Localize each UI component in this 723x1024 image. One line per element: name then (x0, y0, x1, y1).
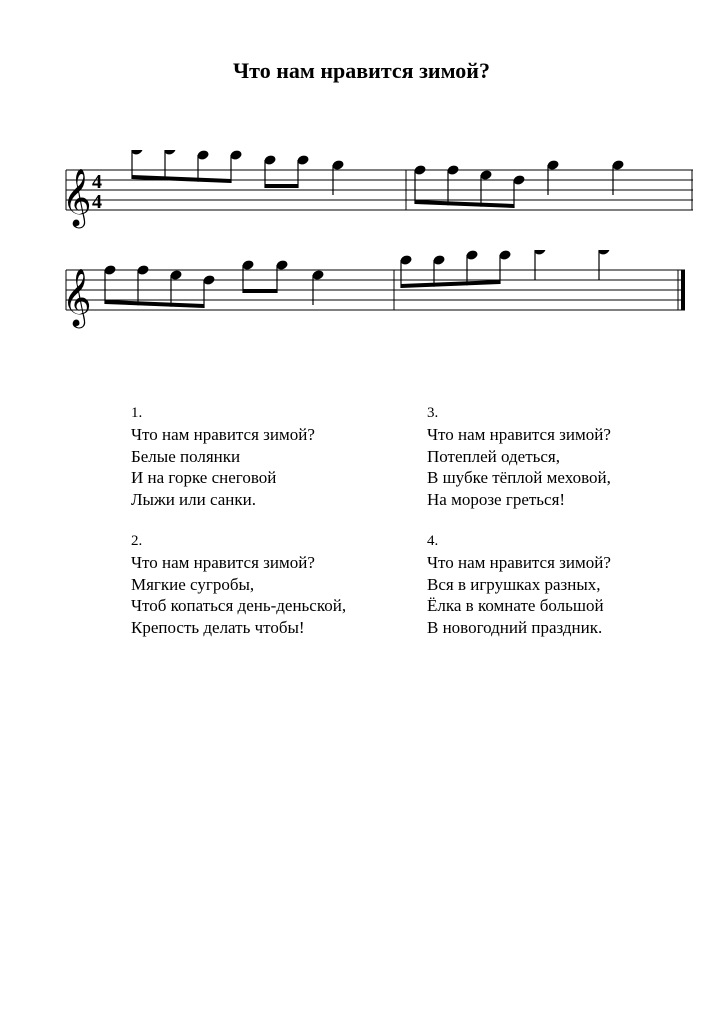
music-staff-1 (0, 150, 723, 230)
staff-lines (66, 170, 693, 210)
verse-line: Что нам нравится зимой? (427, 425, 611, 444)
verse-line: В новогодний праздник. (427, 617, 603, 637)
treble-clef-icon: 𝄞 (62, 168, 92, 226)
verse-number: 1. (131, 405, 143, 421)
verse-line: Белые полянки (131, 446, 241, 466)
music-staff-2 (0, 250, 723, 330)
treble-clef-icon: 𝄞 (62, 268, 92, 326)
note-beam (243, 289, 277, 293)
verse-4 (427, 530, 611, 638)
verse-line: Мягкие сугробы, (131, 574, 255, 594)
time-signature-top: 4 (92, 171, 102, 193)
verse-number: 2. (131, 533, 143, 549)
verse-number: 3. (427, 405, 439, 421)
note-beam (132, 175, 231, 183)
verse-line: И на горке снеговой (131, 468, 277, 487)
verse-line: Вся в игрушках разных, (427, 574, 601, 594)
verse-line: Лыжи или санки. (131, 489, 256, 509)
final-barline-thick (681, 270, 685, 310)
note-beam (265, 184, 298, 188)
verse-line: Чтоб копаться день-деньской, (131, 596, 347, 615)
verse-2 (131, 530, 346, 638)
time-signature-bottom: 4 (92, 191, 102, 213)
verse-line: Крепость делать чтобы! (131, 617, 305, 637)
song-title: Что нам нравится зимой? (233, 58, 490, 83)
verse-line: Потеплей одеться, (427, 446, 561, 466)
verse-3 (427, 402, 611, 510)
staff-1-notes (130, 150, 624, 208)
staff-2-notes (103, 250, 610, 308)
verse-line: Что нам нравится зимой? (131, 553, 315, 572)
verse-1 (131, 402, 315, 510)
verse-number: 4. (427, 533, 439, 549)
verse-line: В шубке тёплой меховой, (427, 468, 611, 487)
note-beam (105, 300, 204, 308)
verse-line: Ёлка в комнате большой (427, 596, 604, 615)
verse-line: Что нам нравится зимой? (131, 425, 315, 444)
note-beam (415, 200, 514, 208)
verse-line: На морозе греться! (427, 489, 566, 509)
note-beam (401, 280, 500, 288)
verse-line: Что нам нравится зимой? (427, 553, 611, 572)
